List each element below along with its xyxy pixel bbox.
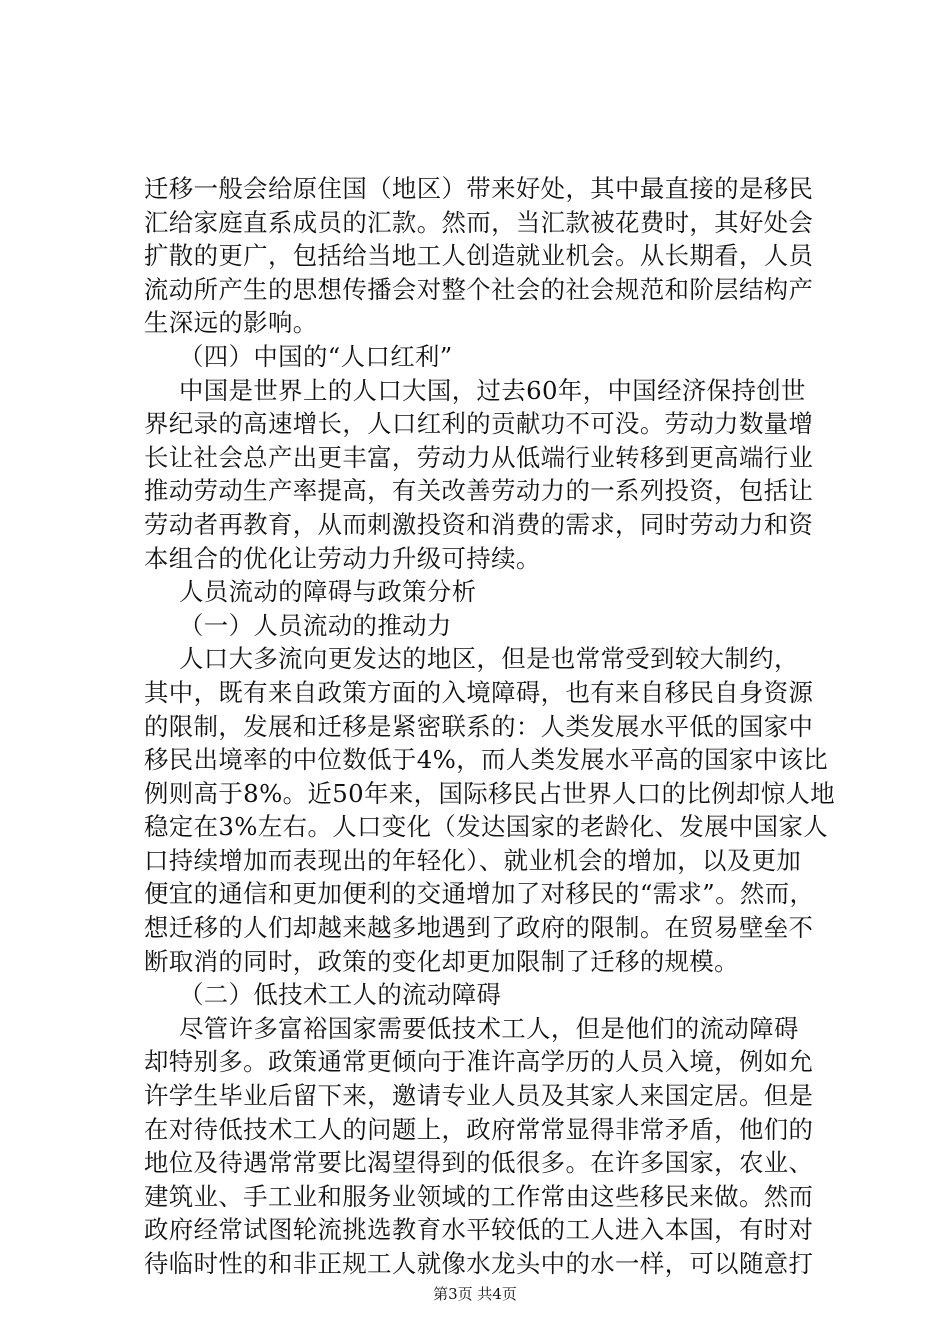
text-line: 稳定在3%左右。人口变化（发达国家的老龄化、发展中国家人 <box>144 812 829 842</box>
text-line: 尽管许多富裕国家需要低技术工人，但是他们的流动障碍 <box>179 1013 799 1043</box>
text-line: （二）低技术工人的流动障碍 <box>179 980 502 1010</box>
text-line: 许学生毕业后留下来，邀请专业人员及其家人来国定居。但是 <box>144 1081 814 1111</box>
text-line: 扩散的更广，包括给当地工人创造就业机会。从长期看，人员 <box>144 241 814 271</box>
document-body <box>144 172 834 1281</box>
text-line: 生深远的影响。 <box>144 308 318 338</box>
text-line: 人员流动的障碍与政策分析 <box>179 577 477 607</box>
text-line: 长让社会总产出更丰富，劳动力从低端行业转移到更高端行业 <box>144 442 814 472</box>
text-line: 待临时性的和非正规工人就像水龙头中的水一样，可以随意打 <box>144 1249 814 1278</box>
text-line: 断取消的同时，政策的变化却更加限制了迁移的规模。 <box>144 946 739 976</box>
text-line: （四）中国的“人口红利” <box>179 341 453 371</box>
text-line: 流动所产生的思想传播会对整个社会的社会规范和阶层结构产 <box>144 274 814 304</box>
text-line: 界纪录的高速增长，人口红利的贡献功不可没。劳动力数量增 <box>144 409 814 439</box>
text-line: 移民出境率的中位数低于4%，而人类发展水平高的国家中该比 <box>144 745 829 775</box>
text-line: 的限制，发展和迁移是紧密联系的：人类发展水平低的国家中 <box>144 711 814 741</box>
text-line: 汇给家庭直系成员的汇款。然而，当汇款被花费时，其好处会 <box>144 207 814 237</box>
text-line: 中国是世界上的人口大国，过去60年，中国经济保持创世 <box>179 375 806 405</box>
text-line: 政府经常试图轮流挑选教育水平较低的工人进入本国，有时对 <box>144 1215 814 1245</box>
text-line: 其中，既有来自政策方面的入境障碍，也有来自移民自身资源 <box>144 677 814 707</box>
text-line: 便宜的通信和更加便利的交通增加了对移民的“需求”。然而， <box>144 879 815 909</box>
text-line: 却特别多。政策通常更倾向于准许高学历的人员入境，例如允 <box>144 1047 814 1077</box>
page-footer: 第3页 共4页 <box>433 1285 517 1303</box>
text-line: 人口大多流向更发达的地区，但是也常常受到较大制约， <box>179 644 799 674</box>
text-line: 地位及待遇常常要比渴望得到的低很多。在许多国家，农业、 <box>144 1148 814 1178</box>
text-line: 迁移一般会给原住国（地区）带来好处，其中最直接的是移民 <box>144 174 814 203</box>
text-line: 劳动者再教育，从而刺激投资和消费的需求，同时劳动力和资 <box>144 509 814 539</box>
text-line: 本组合的优化让劳动力升级可持续。 <box>144 543 541 573</box>
text-line: （一）人员流动的推动力 <box>179 610 452 640</box>
text-line: 推动劳动生产率提高，有关改善劳动力的一系列投资，包括让 <box>144 476 814 506</box>
text-line: 想迁移的人们却越来越多地遇到了政府的限制。在贸易壁垒不 <box>144 913 814 943</box>
text-line: 口持续增加而表现出的年轻化）、就业机会的增加，以及更加 <box>144 845 802 875</box>
text-line: 例则高于8%。近50年来，国际移民占世界人口的比例却惊人地 <box>144 778 836 808</box>
text-line: 在对待低技术工人的问题上，政府常常显得非常矛盾，他们的 <box>144 1114 814 1144</box>
text-line: 建筑业、手工业和服务业领域的工作常由这些移民来做。然而 <box>144 1181 814 1211</box>
